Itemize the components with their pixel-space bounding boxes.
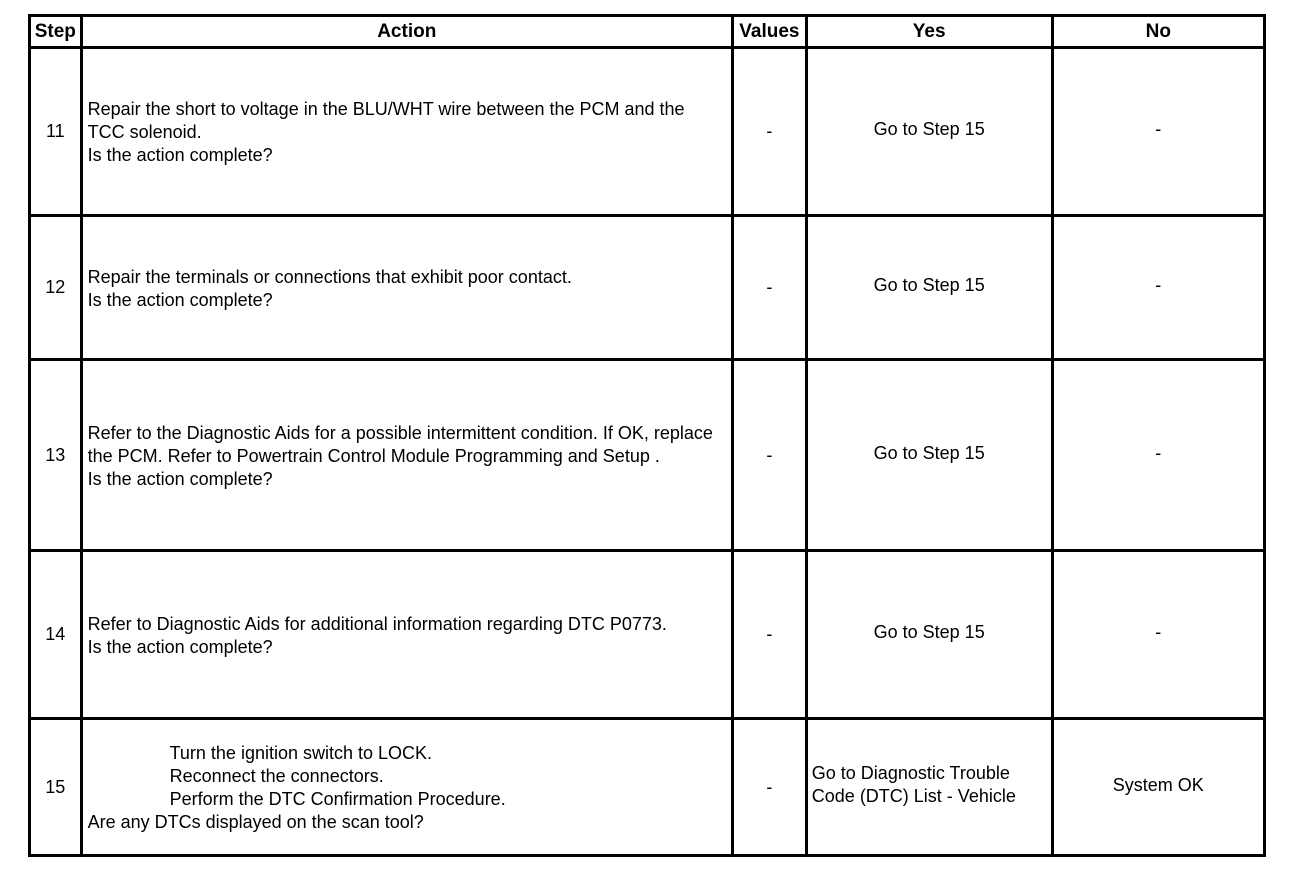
action-text: Refer to Diagnostic Aids for additional information regarding DTC P0773. xyxy=(87,613,667,634)
header-step: Step xyxy=(30,16,82,48)
yes-result: Go to Step 15 xyxy=(873,442,985,463)
action-cell xyxy=(81,360,732,551)
yes-cell xyxy=(806,551,1052,719)
action-list xyxy=(88,742,725,811)
no-result: - xyxy=(1155,622,1162,642)
table-row xyxy=(30,551,1265,719)
table-row xyxy=(30,360,1265,551)
action-question: Is the action complete? xyxy=(87,145,273,165)
step-number: 12 xyxy=(30,216,82,360)
table-row xyxy=(30,48,1265,216)
action-cell xyxy=(81,551,732,719)
no-cell xyxy=(1052,216,1264,360)
action-text: Repair the short to voltage in the BLU/WHT wire between the PCM and the TCC solenoid. xyxy=(87,99,685,142)
no-cell xyxy=(1052,719,1264,856)
no-result: - xyxy=(1155,442,1162,463)
header-no: No xyxy=(1052,16,1264,48)
yes-cell xyxy=(806,48,1052,216)
yes-result: Go to Step 15 xyxy=(873,275,985,295)
values-cell: - xyxy=(732,719,806,856)
no-result: - xyxy=(1155,119,1162,139)
step-number: 14 xyxy=(30,551,82,719)
table-row xyxy=(30,216,1265,360)
step-number: 15 xyxy=(30,719,82,856)
action-question: Is the action complete? xyxy=(87,636,273,657)
action-cell xyxy=(81,216,732,360)
values-cell: - xyxy=(732,360,806,551)
step-number: 11 xyxy=(30,48,82,216)
action-cell xyxy=(81,48,732,216)
yes-cell xyxy=(806,360,1052,551)
no-cell xyxy=(1052,551,1264,719)
table-row xyxy=(30,719,1265,856)
action-cell xyxy=(81,719,732,856)
action-text: Repair the terminals or connections that exhibit poor contact. xyxy=(87,266,572,287)
action-list-item: Perform the DTC Confirmation Procedure. xyxy=(169,789,506,809)
action-question: Is the action complete? xyxy=(87,468,273,489)
step-number: 13 xyxy=(30,360,82,551)
action-text: Refer to the Diagnostic Aids for a possible intermittent condition. If OK, replace the PCM. Refer to Powertrain Control Module Programming and Setup . xyxy=(87,422,713,466)
yes-result: Go to Step 15 xyxy=(873,119,985,139)
no-result: System OK xyxy=(1112,774,1204,795)
header-action: Action xyxy=(81,16,732,48)
action-list-item: Reconnect the connectors. xyxy=(169,766,384,786)
header-values: Values xyxy=(732,16,806,48)
values-cell: - xyxy=(732,216,806,360)
header-row xyxy=(30,16,1265,48)
diagnostic-table xyxy=(28,14,1266,857)
header-yes: Yes xyxy=(806,16,1052,48)
yes-result: Go to Step 15 xyxy=(873,622,985,642)
values-cell: - xyxy=(732,551,806,719)
yes-cell xyxy=(806,719,1052,856)
action-list-item: Turn the ignition switch to LOCK. xyxy=(169,743,433,763)
action-question: Is the action complete? xyxy=(87,289,273,310)
action-question: Are any DTCs displayed on the scan tool? xyxy=(87,812,424,832)
yes-result: Go to Diagnostic Trouble Code (DTC) List - Vehicle xyxy=(811,763,1016,806)
no-cell xyxy=(1052,48,1264,216)
no-result: - xyxy=(1155,275,1162,295)
yes-cell xyxy=(806,216,1052,360)
values-cell: - xyxy=(732,48,806,216)
no-cell xyxy=(1052,360,1264,551)
